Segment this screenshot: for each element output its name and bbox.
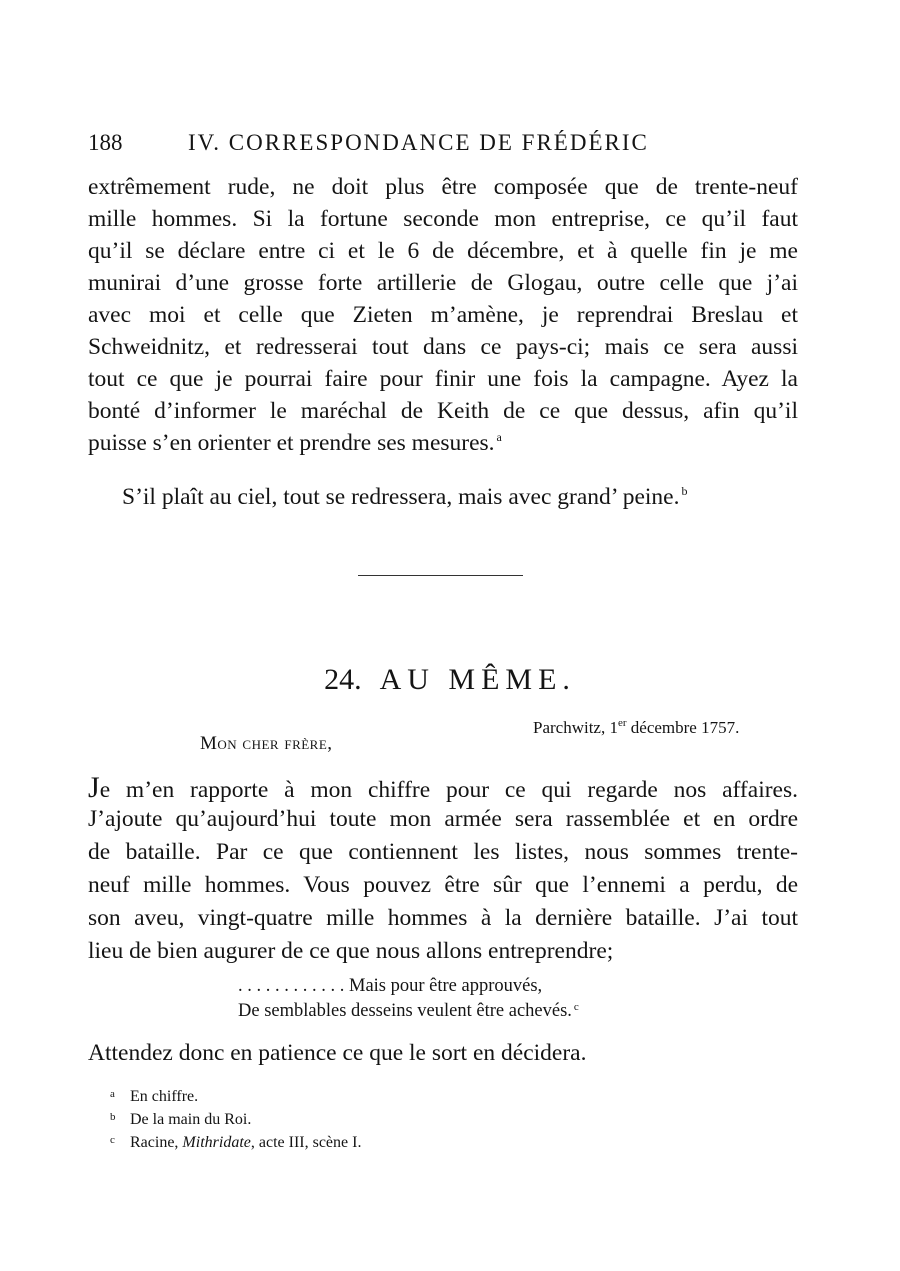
footnote-text: De la main du Roi. (130, 1111, 252, 1128)
footnote-mark: c (110, 1134, 115, 1146)
verse-text: De semblables desseins veulent être achevés. (238, 1001, 572, 1021)
salutation: Mon cher frère, (200, 733, 333, 754)
closing-line: Attendez donc en patience ce que le sort en décidera. (88, 1040, 587, 1066)
paragraph-line-last (88, 430, 798, 457)
paragraph-line: de bataille. Par ce que contiennent les listes, nous sommes trente- (88, 839, 798, 865)
footnote (110, 1134, 361, 1152)
footnote-ref-b: b (681, 484, 688, 498)
paragraph-line: tout ce que je pourrai faire pour finir une fois la campagne. Ayez la (88, 366, 798, 392)
footnote-mark: b (110, 1111, 116, 1123)
dateline-ordinal: er (617, 717, 627, 729)
footnote-ref-c: c (573, 1001, 579, 1013)
page-number: 188 (88, 130, 123, 155)
closing-line (122, 484, 798, 511)
footnote-text: Racine, (130, 1134, 183, 1151)
dateline-place: Parchwitz, 1 (533, 718, 618, 737)
paragraph-line: Schweidnitz, et redresserai tout dans ce pays-ci; mais ce sera aussi (88, 334, 798, 360)
paragraph-line: son aveu, vingt-quatre mille hommes à la dernière bataille. J’ai tout (88, 905, 798, 931)
footnote (110, 1088, 198, 1106)
paragraph-line: extrêmement rude, ne doit plus être composée que de trente-neuf (88, 174, 798, 200)
first-line-text: e m’en rapporte à mon chiffre pour ce qui regarde nos affaires. (99, 777, 798, 803)
footnote (110, 1111, 251, 1129)
paragraph-line: qu’il se déclare entre ci et le 6 de décembre, et à quelle fin je me (88, 238, 798, 264)
running-head (88, 130, 808, 156)
closing-text: S’il plaît au ciel, tout se redressera, mais avec grand’ peine. (122, 484, 680, 510)
footnote-text: , acte III, scène I. (250, 1134, 362, 1151)
drop-cap: J (88, 771, 100, 804)
paragraph-line: bonté d’informer le maréchal de Keith de ce que dessus, afin qu’il (88, 398, 798, 424)
letter-number: 24. (324, 663, 362, 696)
work-title: Mithridate (182, 1134, 251, 1151)
paragraph-text: puisse s’en orienter et prendre ses mesures. (88, 430, 495, 456)
section-divider (358, 575, 523, 576)
verse-line-last (238, 1001, 579, 1022)
dateline (533, 717, 739, 738)
letter-heading (0, 663, 900, 697)
paragraph-line: neuf mille hommes. Vous pouvez être sûr que l’ennemi a perdu, de (88, 872, 798, 898)
paragraph-line: J’ajoute qu’aujourd’hui toute mon armée sera rassemblée et en ordre (88, 806, 798, 832)
paragraph-line-first (88, 773, 798, 804)
footnote-ref-a: a (496, 430, 502, 444)
footnote-mark: a (110, 1088, 115, 1100)
running-title: IV. CORRESPONDANCE DE FRÉDÉRIC (188, 130, 649, 155)
dateline-date: décembre 1757. (626, 718, 740, 737)
paragraph-line: mille hommes. Si la fortune seconde mon entreprise, ce qu’il faut (88, 206, 798, 232)
paragraph-line: lieu de bien augurer de ce que nous allons entreprendre; (88, 938, 614, 964)
verse-line: . . . . . . . . . . . . Mais pour être approuvés, (238, 976, 543, 996)
footnote-text: En chiffre. (130, 1088, 199, 1105)
paragraph-line: munirai d’une grosse forte artillerie de Glogau, outre celle que j’ai (88, 270, 798, 296)
paragraph-line: avec moi et celle que Zieten m’amène, je reprendrai Breslau et (88, 302, 798, 328)
letter-title: AU MÊME. (379, 663, 576, 696)
